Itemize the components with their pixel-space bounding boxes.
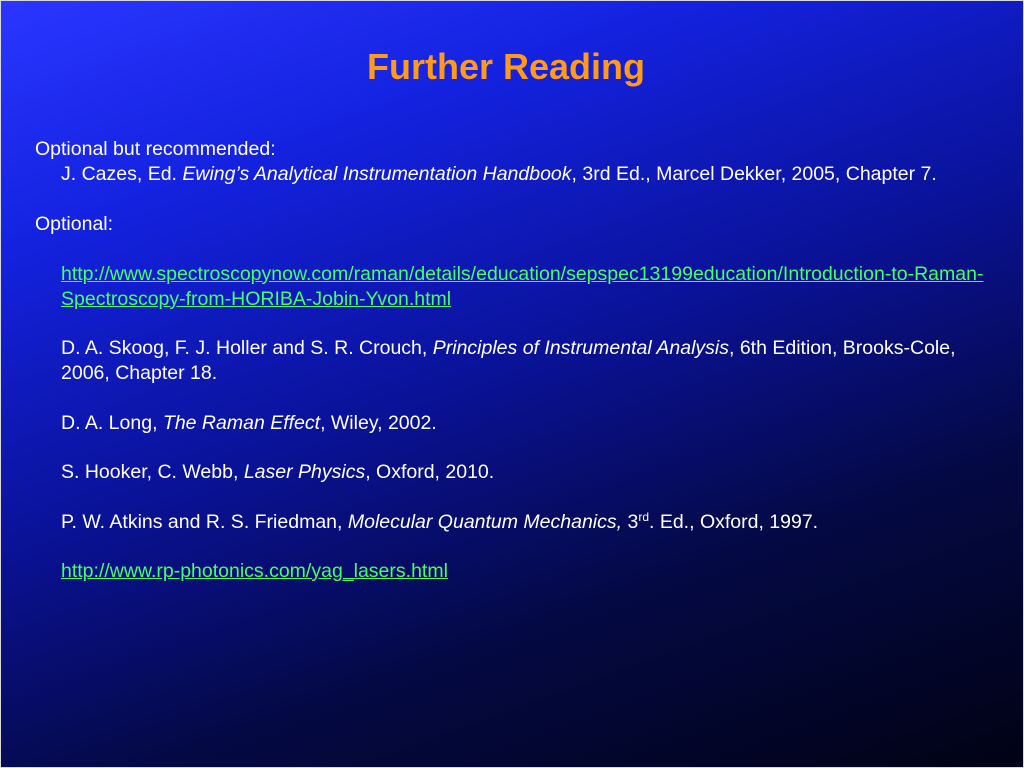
ref-title: Principles of Instrumental Analysis (432, 337, 729, 359)
recommended-heading: Optional but recommended: (35, 138, 276, 160)
reference-long (35, 411, 985, 436)
reference-hooker (35, 460, 985, 485)
ref-details: , Oxford, 2010. (365, 461, 495, 483)
reference-link-spectroscopynow (35, 262, 985, 312)
ref-details: . Ed., Oxford, 1997. (649, 510, 819, 533)
ref-authors: S. Hooker, C. Webb, (61, 461, 244, 483)
reference-skoog (35, 336, 985, 386)
reference-cazes (35, 162, 985, 187)
ref-details: , Wiley, 2002. (320, 411, 437, 434)
ref-title: The Raman Effect (162, 411, 321, 434)
optional-heading: Optional: (35, 212, 114, 235)
spectroscopynow-link[interactable]: http://www.spectroscopynow.com/raman/details/education/sepspec13199education/Introduction-to-Raman-Spectroscopy-from-HORIBA-Jobin-Yvon.html (61, 262, 984, 310)
ref-authors: D. A. Long, (61, 411, 163, 434)
slide-title: Further Reading (366, 46, 645, 87)
ref-details: , 3rd Ed., Marcel Dekker, 2005, Chapter 7. (571, 163, 937, 185)
ref-title: Molecular Quantum Mechanics, (347, 510, 623, 533)
ref-authors: J. Cazes, Ed. (61, 163, 183, 185)
ref-authors: D. A. Skoog, F. J. Holler and S. R. Crouch, (61, 337, 433, 359)
ref-edition-superscript: rd (638, 509, 649, 524)
ref-title: Laser Physics (243, 461, 366, 483)
ref-details: , 6th Edition, Brooks-Cole, 2006, Chapter 18. (61, 337, 956, 384)
rp-photonics-link[interactable]: http://www.rp-photonics.com/yag_lasers.html (61, 560, 448, 582)
ref-authors: P. W. Atkins and R. S. Friedman, (61, 510, 348, 533)
slide-body (35, 137, 985, 584)
reference-link-rp-photonics (35, 559, 985, 584)
reference-atkins (35, 510, 985, 535)
ref-title: Ewing’s Analytical Instrumentation Handbook (182, 163, 572, 185)
ref-edition-number: 3 (622, 510, 639, 533)
